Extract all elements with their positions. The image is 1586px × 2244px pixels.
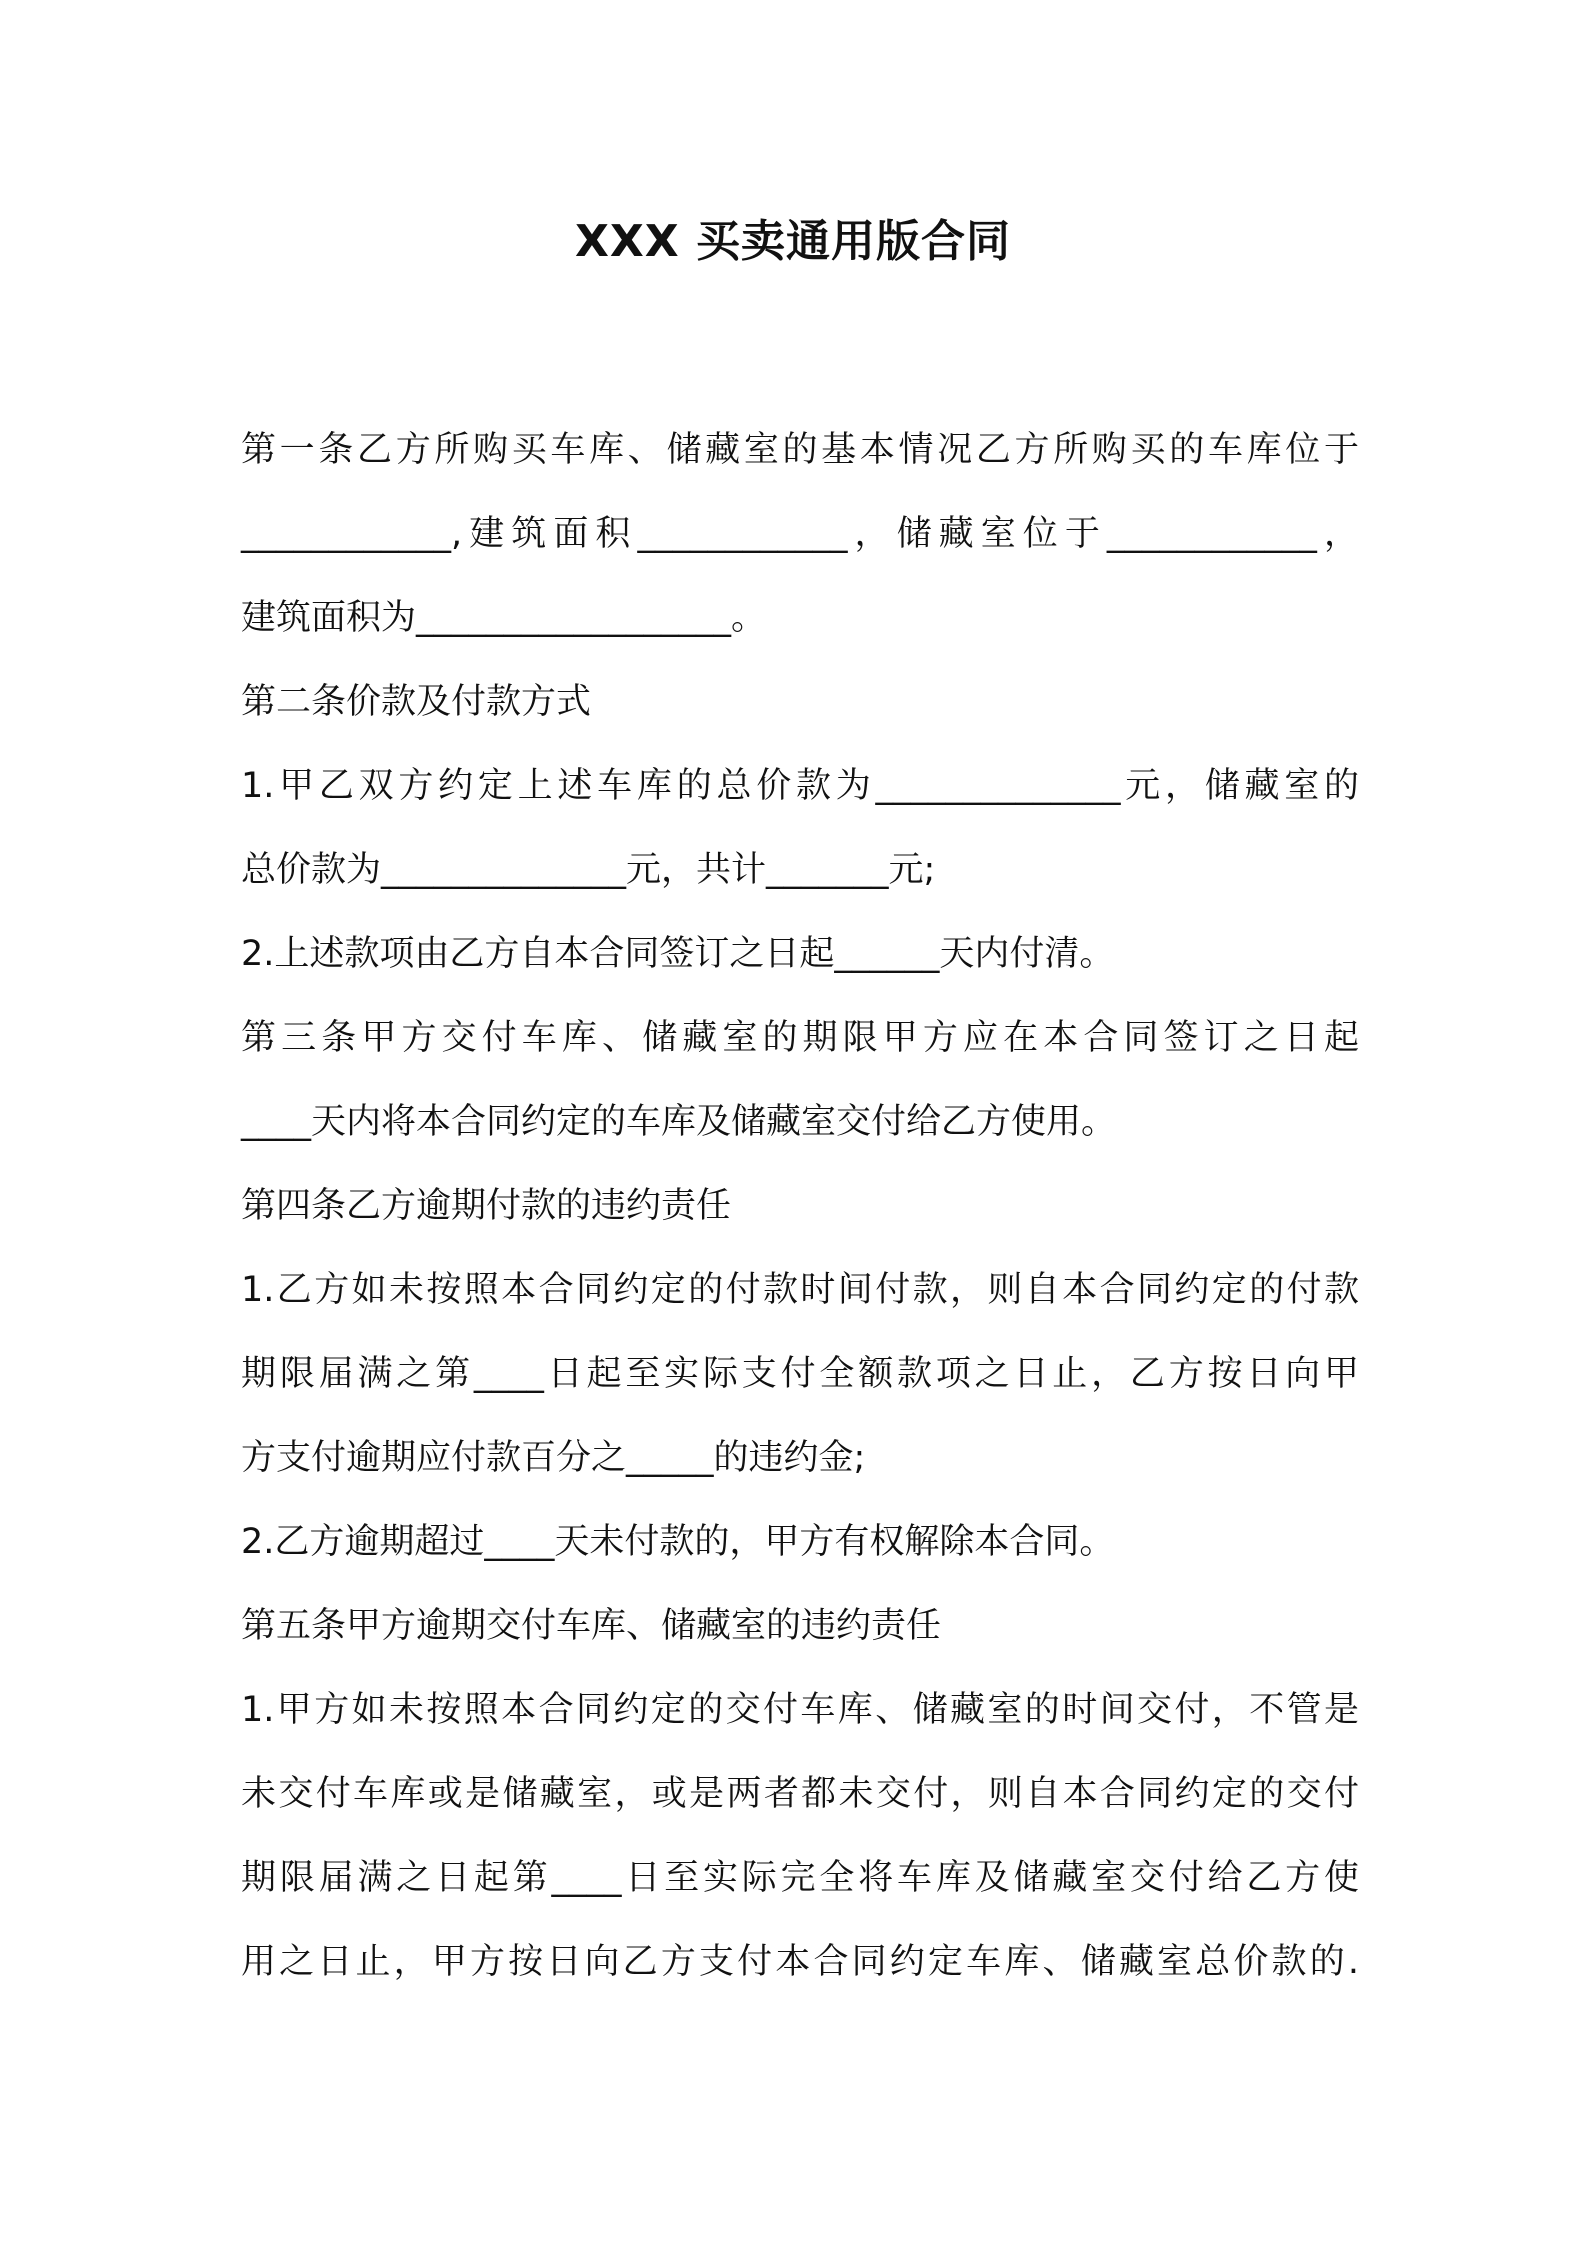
document-line: 期限届满之日起第____日至实际完全将车库及储藏室交付给乙方使 (241, 1858, 1359, 1898)
document-line: 1.甲乙双方约定上述车库的总价款为______________元，储藏室的 (241, 766, 1359, 806)
document-line: 期限届满之第____日起至实际支付全额款项之日止，乙方按日向甲 (241, 1354, 1359, 1394)
document-line: ____天内将本合同约定的车库及储藏室交付给乙方使用。 (241, 1102, 1117, 1142)
document-line: 未交付车库或是储藏室，或是两者都未交付，则自本合同约定的交付 (241, 1774, 1359, 1814)
document-line: 总价款为______________元，共计_______元; (241, 850, 936, 890)
document-line: 2.乙方逾期超过____天未付款的，甲方有权解除本合同。 (241, 1522, 1115, 1562)
document-body (241, 408, 1359, 2004)
document-line: 建筑面积为__________________。 (241, 598, 767, 638)
document-line: ____________,建筑面积____________，储藏室位于____________， (241, 514, 1359, 554)
document-line: 1.甲方如未按照本合同约定的交付车库、储藏室的时间交付，不管是 (241, 1690, 1359, 1730)
document-line: 第二条价款及付款方式 (241, 682, 592, 722)
document-title: XXX 买卖通用版合同 (574, 216, 1012, 267)
document-line: 第五条甲方逾期交付车库、储藏室的违约责任 (241, 1606, 942, 1646)
document-line: 1.乙方如未按照本合同约定的付款时间付款，则自本合同约定的付款 (241, 1270, 1359, 1310)
document-line: 2.上述款项由乙方自本合同签订之日起______天内付清。 (241, 934, 1115, 974)
document-line: 第一条乙方所购买车库、储藏室的基本情况乙方所购买的车库位于 (241, 430, 1359, 470)
document-line: 方支付逾期应付款百分之_____的违约金; (241, 1438, 866, 1478)
document-line: 第四条乙方逾期付款的违约责任 (241, 1186, 732, 1226)
document-line: 第三条甲方交付车库、储藏室的期限甲方应在本合同签订之日起 (241, 1018, 1359, 1058)
document-line: 用之日止，甲方按日向乙方支付本合同约定车库、储藏室总价款的. (241, 1942, 1359, 1982)
